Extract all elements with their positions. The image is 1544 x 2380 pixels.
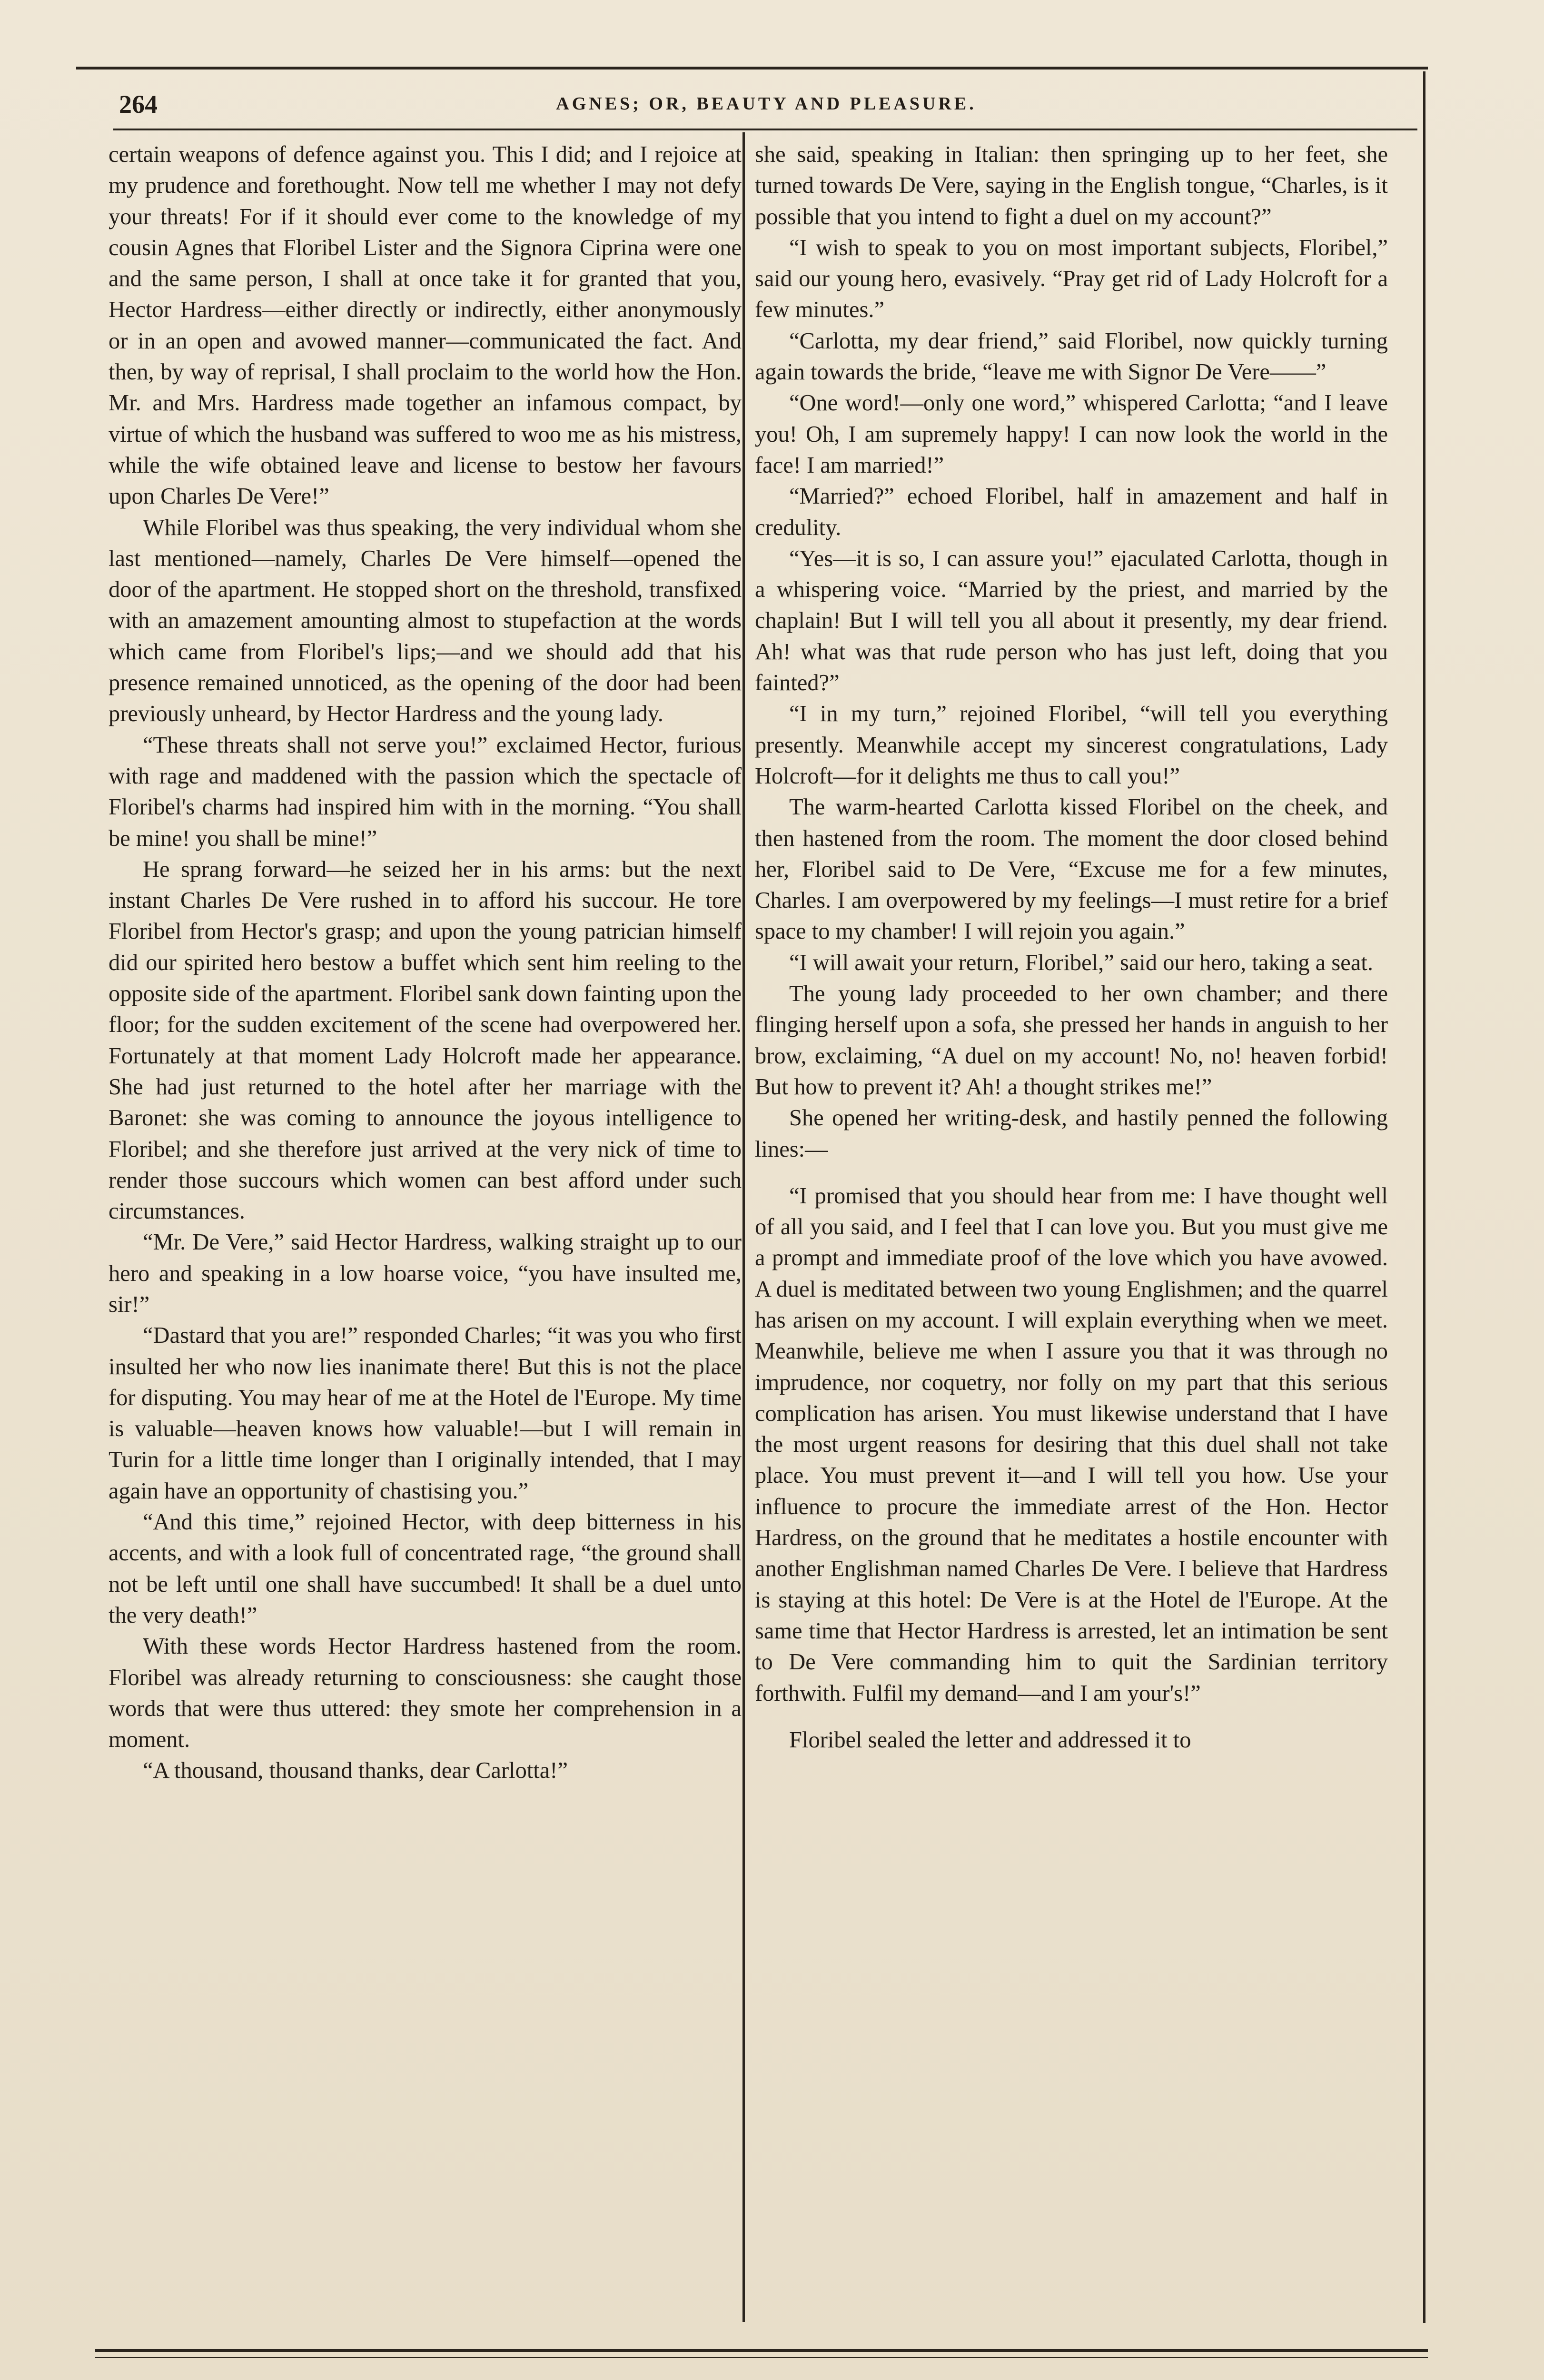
paragraph: “These threats shall not serve you!” exclaimed Hector, furious with rage and maddened with the passion which the spectacle of Floribel's charms had inspired him with in the morning. “You shall be mine! you shall be mine!” bbox=[109, 732, 742, 851]
letter-paragraph: “I promised that you should hear from me: I have thought well of all you said, and I feel that I can love you. But you must give me a prompt and immediate proof of the love which you have avowed. A duel is meditated between two young Englishmen; and the quarrel has arisen on my account. I will explain everything when we meet. Meanwhile, believe me when I assure you that it was through no imprudence, nor coquetry, nor folly on my part that this serious complication has arisen. You must likewise understand that I have the most urgent reasons for desiring that this duel shall not take place. You must prevent it—and I will tell you how. Use your influence to procure the immediate arrest of the Hon. Hector Hardress, on the ground that he meditates a hostile encounter with another Englishman named Charles De Vere. I believe that Hardress is staying at this hotel: De Vere is at the Hotel de l'Europe. At the same time that Hector Hardress is arrested, let an intimation be sent to De Vere commanding him to quit the Sardinian territory forthwith. Fulfil my demand—and I am your's!” bbox=[755, 1183, 1388, 1706]
paragraph: “I wish to speak to you on most important subjects, Floribel,” said our young hero, evasively. “Pray get rid of Lady Holcroft for a few minutes.” bbox=[755, 235, 1388, 323]
left-column bbox=[109, 139, 742, 2314]
paragraph: “Dastard that you are!” responded Charles; “it was you who first insulted her who now lies inanimate there! But this is not the place for disputing. You may hear of me at the Hotel de l'Europe. My time is valuable—heaven knows how valuable!—but I will remain in Turin for a little time longer than I originally intended, that I may again have an opportunity of chastising you.” bbox=[109, 1323, 742, 1504]
bottom-rule-thin bbox=[95, 2357, 1428, 2358]
paragraph: “Mr. De Vere,” said Hector Hardress, walking straight up to our hero and speaking in a low hoarse voice, “you have insulted me, sir!” bbox=[109, 1230, 742, 1317]
right-edge-rule bbox=[1423, 71, 1425, 2323]
paragraph: With these words Hector Hardress hastened from the room. Floribel was already returning to consciousness: she caught those words that were thus uttered: they smote her comprehension in a moment. bbox=[109, 1634, 742, 1753]
paragraph: “A thousand, thousand thanks, dear Carlotta!” bbox=[143, 1758, 568, 1784]
paragraph: “And this time,” rejoined Hector, with deep bitterness in his accents, and with a look full of concentrated rage, “the ground shall not be left until one shall have succumbed! It shall be a duel unto the very death!” bbox=[109, 1509, 742, 1628]
top-rule bbox=[76, 67, 1428, 69]
right-column bbox=[755, 139, 1388, 2314]
paragraph: Floribel sealed the letter and addressed it to bbox=[789, 1727, 1191, 1753]
paragraph: certain weapons of defence against you. This I did; and I rejoice at my prudence and forethought. Now tell me whether I may not defy your threats! For if it should ever come to the knowledge of my cousin Agnes that Floribel Lister and the Signora Ciprina were one and the same person, I shall at once take it for granted that you, Hector Hardress—either directly or indirectly, either anonymously or in an open and avowed manner—communicated the fact. And then, by way of reprisal, I shall proclaim to the world how the Hon. Mr. and Mrs. Hardress made together an infamous compact, by virtue of which the husband was suffered to woo me as his mistress, while the wife obtained leave and license to bestow her favours upon Charles De Vere!” bbox=[109, 142, 742, 509]
paragraph: While Floribel was thus speaking, the very individual whom she last mentioned—namely, Charles De Vere himself—opened the door of the apartment. He stopped short on the threshold, transfixed with an amazement amounting almost to stupefaction at the words which came from Floribel's lips;—and we should add that his presence remained unnoticed, as the opening of the door had been previously unheard, by Hector Hardress and the young lady. bbox=[109, 515, 742, 727]
paragraph: “I will await your return, Floribel,” said our hero, taking a seat. bbox=[789, 950, 1373, 975]
paragraph: He sprang forward—he seized her in his arms: but the next instant Charles De Vere rushed in to afford his succour. He tore Floribel from Hector's grasp; and upon the young patrician himself did our spirited hero bestow a buffet which sent him reeling to the opposite side of the apartment. Floribel sank down fainting upon the floor; for the sudden excitement of the scene had overpowered her. Fortunately at that moment Lady Holcroft made her appearance. She had just returned to the hotel after her marriage with the Baronet: she was coming to announce the joyous intelligence to Floribel; and she therefore just arrived at the very nick of time to render those succours which women can best afford under such circumstances. bbox=[109, 856, 742, 1224]
paragraph: “Yes—it is so, I can assure you!” ejaculated Carlotta, though in a whispering voice. “Married by the priest, and married by the chaplain! But I will tell you all about it presently, my dear friend. Ah! what was that rude person who has just left, doing that you fainted?” bbox=[755, 545, 1388, 696]
column-divider bbox=[742, 132, 745, 2322]
paragraph: she said, speaking in Italian: then springing up to her feet, she turned towards De Vere, saying in the English tongue, “Charles, is it possible that you intend to fight a duel on my account?” bbox=[755, 142, 1388, 229]
paragraph: “I in my turn,” rejoined Floribel, “will tell you everything presently. Meanwhile accept my sincerest congratulations, Lady Holcroft—for it delights me thus to call you!” bbox=[755, 701, 1388, 789]
paragraph: “One word!—only one word,” whispered Carlotta; “and I leave you! Oh, I am supremely happy! I can now look the world in the face! I am married!” bbox=[755, 390, 1388, 478]
running-header bbox=[119, 87, 1414, 125]
paragraph: “Carlotta, my dear friend,” said Floribel, now quickly turning again towards the bride, “leave me with Signor De Vere——” bbox=[755, 328, 1388, 385]
paragraph: The young lady proceeded to her own chamber; and there flinging herself upon a sofa, she pressed her hands in anguish to her brow, exclaiming, “A duel on my account! No, no! heaven forbid! But how to prevent it? Ah! a thought strikes me!” bbox=[755, 981, 1388, 1100]
running-title: AGNES; OR, BEAUTY AND PLEASURE. bbox=[556, 94, 977, 114]
page-number: 264 bbox=[119, 90, 158, 119]
paragraph: She opened her writing-desk, and hastily penned the following lines:— bbox=[755, 1105, 1388, 1162]
paragraph: “Married?” echoed Floribel, half in amazement and half in credulity. bbox=[755, 484, 1388, 540]
bottom-rule bbox=[95, 2349, 1428, 2352]
paragraph: The warm-hearted Carlotta kissed Floribel on the cheek, and then hastened from the room. The moment the door closed behind her, Floribel said to De Vere, “Excuse me for a few minutes, Charles. I am overpowered by my feelings—I must retire for a brief space to my chamber! I will rejoin you again.” bbox=[755, 794, 1388, 944]
header-rule bbox=[113, 129, 1417, 130]
